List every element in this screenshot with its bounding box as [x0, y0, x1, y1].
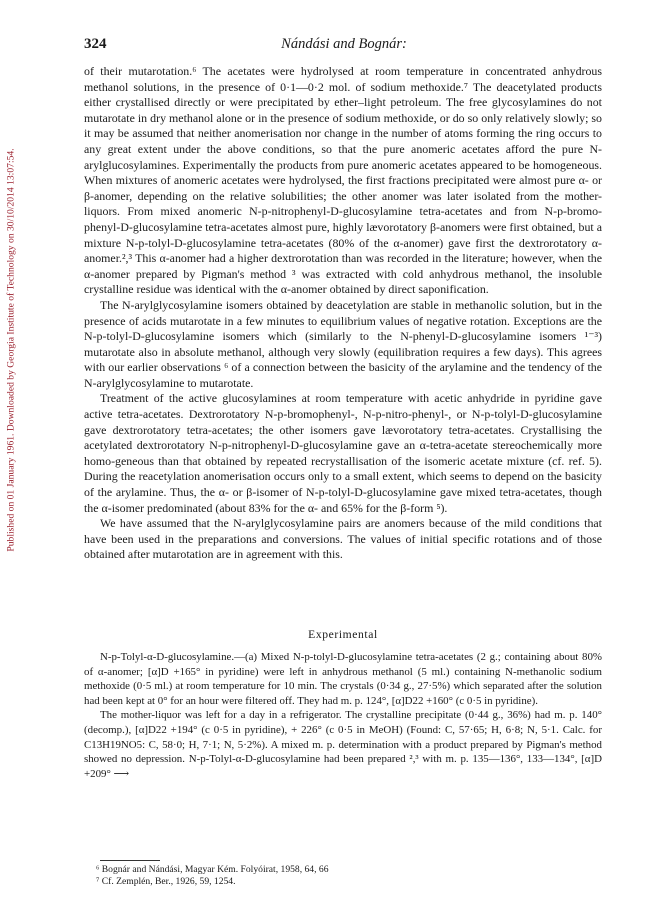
- footnote: ⁶ Bognár and Nándási, Magyar Kém. Folyóirat, 1958, 64, 66: [96, 864, 329, 875]
- running-title: Nándási and Bognár:: [281, 36, 407, 52]
- footnote: ⁷ Cf. Zemplén, Ber., 1926, 59, 1254.: [96, 876, 236, 887]
- paragraph: The N-arylglycosylamine isomers obtained by deacetylation are stable in methanolic solution, but in the presence of acids mutarotate in a few minutes to equilibrium values of negative rotation. Exceptions are the N-p-tolyl-D-glucosylamine isomers which (similarly to the N-phenyl-D-glucosylamine isomers ¹⁻³) mutarotate also in absolute methanol, although very slowly (equilibration requires a few days). This agrees with our earlier observations ⁶ of a connection between the basicity of the arylamine and the tendency of the N-arylglycosylamine to mutarotate.: [84, 297, 602, 390]
- paragraph: of their mutarotation.⁶ The acetates were hydrolysed at room temperature in concentrated anhydrous methanol solutions, in the presence of 0·1—0·2 mol. of sodium methoxide.⁷ The deacetylated products either crystallised directly or were precipitated by ether–light petroleum. The free glycosylamines do not mutarotate in dry methanol alone or in the presence of sodium methoxide, or do so only relatively slowly; so it may be assumed that neither anomerisation nor change in the number of atoms forming the ring occurs to any great extent under the above conditions, so that the pure anomeric acetates afford the pure N-arylglucosylamines. Experimentally the products from pure anomeric acetates appeared to be homogeneous. When mixtures of anomeric acetates were hydrolysed, the first fractions precipitated were almost pure α- or β-anomer, depending on the relative solubilities; the other anomer was later isolated from the mother-liquors. From mixed anomeric N-p-nitrophenyl-D-glucosylamine tetra-acetates and from N-p-bromo-phenyl-D-glucosylamine tetra-acetates almost pure, highly lævorotatory β-anomers were first obtained, but a mixture N-p-tolyl-D-glucosylamine tetra-acetates (80% of the α-anomer) gave first the dextrorotatory α-anomer.²,³ This α-anomer had a higher dextrorotation than was recorded in the literature; however, when the α-anomer prepared by Pigman's method ³ was extracted with cold anhydrous methanol, the insoluble crystalline residue was identical with the α-anomer obtained by direct saponification.: [84, 64, 602, 297]
- paragraph: The mother-liquor was left for a day in a refrigerator. The crystalline precipitate (0·44 g., 36%) had m. p. 140° (decomp.), [α]D22 +194° (c 0·5 in pyridine), + 226° (c 0·5 in MeOH) (Found: C, 57·65; H, 6·8; N, 5·1. Calc. for C13H19NO5: C, 58·0; H, 7·1; N, 5·2%). A mixed m. p. determination with a product prepared by Pigman's method showed no depression. N-p-Tolyl-α-D-glucosylamine had been prepared ²,³ with m. p. 135—136°, 133—134°, [α]D +209° ⟶: [84, 709, 602, 780]
- paragraph: We have assumed that the N-arylglycosylamine pairs are anomers because of the mild conditions that have been used in the preparations and conversions. The values of initial specific rotations and of those obtained after mutarotation are in agreement with this.: [84, 516, 602, 562]
- section-heading: Experimental: [308, 628, 378, 641]
- page-number: 324: [84, 36, 107, 52]
- paragraph: Treatment of the active glucosylamines at room temperature with acetic anhydride in pyridine gave active tetra-acetates. Dextrorotatory N-p-bromophenyl-, N-p-nitro-phenyl-, or N-p-tolyl-D-glucosylamine gave dextrorotatory tetra-acetates; the other isomers gave lævorotatory tetra-acetates. Crystallising the acetylated dextrorotatory N-p-nitrophenyl-D-glucosylamine gave an α-tetra-acetate stereochemically more homo-geneous than that obtained by repeated recrystallisation of the isomeric acetate mixture (cf. ref. 5). During the reacetylation anomerisation occurs only to a small extent, which seems to depend on the basicity of the arylamine. Thus, the α- or β-isomer of N-p-tolyl-D-glucosylamine gave mixed tetra-acetates, though the α-isomer predominated (about 83% for the α- and 65% for the β-form ⁵).: [84, 391, 602, 515]
- paragraph: N-p-Tolyl-α-D-glucosylamine.—(a) Mixed N-p-tolyl-D-glucosylamine tetra-acetates (2 g.; containing about 80% of α-anomer; [α]D +165° in pyridine) were left in anhydrous methanol (5 ml.) containing N-methanolic sodium methoxide (0·5 ml.) at room temperature for 10 min. The crystals (0·34 g., 27·5%) which separated after the solution had been kept at 0° for an hour were filtered off. They had m. p. 124°, [α]D22 +160° (c 0·5 in pyridine).: [84, 651, 602, 707]
- page-header: [84, 36, 604, 56]
- experimental-text: [84, 650, 602, 781]
- download-watermark: [2, 110, 20, 590]
- footnotes: [96, 864, 596, 888]
- footnote-rule: [100, 860, 160, 861]
- watermark-text: Published on 01 January 1961. Downloaded by Georgia Institute of Technology on 30/10/2014 13:07:54.: [5, 148, 17, 552]
- main-text: [84, 64, 602, 563]
